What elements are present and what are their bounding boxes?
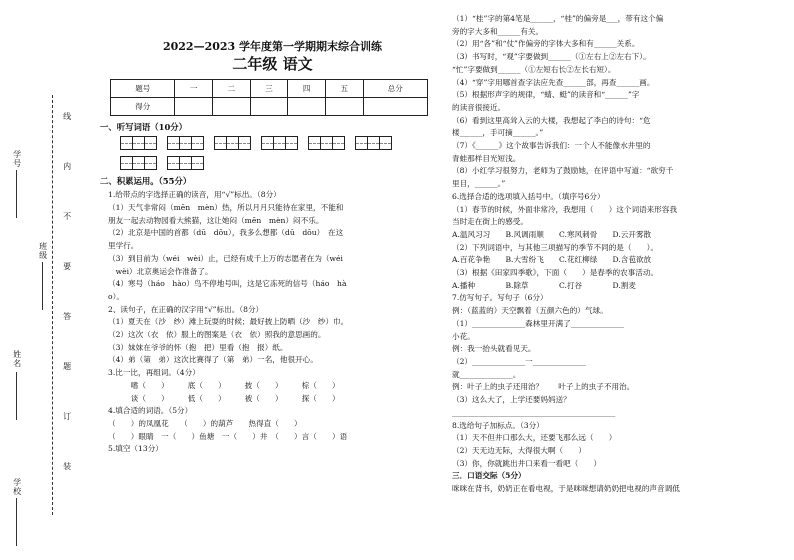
question-line: 1.给带点的字选择正确的读音，用“√”标出。（8分） bbox=[108, 190, 281, 200]
question-line: （4）寒号（háo hào）鸟不停地号叫，这是它冻死的信号（háo hà bbox=[108, 279, 347, 289]
score-header-cell: 一 bbox=[175, 80, 213, 98]
dictation-grid[interactable] bbox=[261, 136, 298, 150]
dictation-grid[interactable] bbox=[308, 136, 345, 150]
question-line: （2）天无边无际，大得很大啊（ ） bbox=[452, 445, 586, 455]
question-line: （1）______________森林里开满了______________ bbox=[452, 318, 624, 328]
school-label: 学校 bbox=[12, 478, 22, 496]
question-line: （1）天气非常闷（mēn mèn）热，所以月月只能待在家里，不能和 bbox=[108, 203, 344, 213]
seal-char: 装 bbox=[62, 462, 72, 471]
seal-char: 题 bbox=[62, 362, 72, 371]
score-input-cell[interactable] bbox=[175, 98, 213, 116]
question-line: 3.比一比，再组词。（4分） bbox=[108, 368, 200, 378]
question-line: （6）看到这里高耸入云的大楼，我想起了李白的诗句：“危 bbox=[452, 115, 651, 125]
question-line: wèi）北京奥运会作准备了。 bbox=[108, 266, 213, 276]
score-header-cell: 题号 bbox=[111, 80, 175, 98]
question-line: “忙”字要做到______（①左短右长②左长右短）。 bbox=[452, 64, 616, 74]
question-line: 咪咪在背书，奶奶正在看电视，于是咪咪想请奶奶把电视的声音调低 bbox=[452, 484, 680, 494]
section-3-heading: 三．口语交际（5分） bbox=[452, 471, 526, 481]
question-line: （4）“穿”字用哪首查字法应先查______部，再查______画。 bbox=[452, 77, 655, 87]
student-id-line bbox=[16, 170, 17, 218]
question-line: （3）这么大了，上学还要妈妈送？ bbox=[452, 395, 571, 405]
question-line: 当时走在街上的感受。 bbox=[452, 217, 528, 227]
question-line: （2）用“各”和“仗”作偏旁的字体大多和有______关系。 bbox=[452, 39, 640, 49]
question-line: （3）妹妹在爷爷的怀（抱 把）里看（抱 报）纸。 bbox=[108, 342, 288, 352]
score-header-cell: 四 bbox=[288, 80, 326, 98]
section-2-heading: 二、积累运用。（55分） bbox=[100, 176, 192, 187]
question-line: （ ）的凤凰花 （ ）的葫芦 热得直（ ） bbox=[108, 419, 302, 428]
dictation-grid[interactable] bbox=[167, 136, 204, 150]
question-line: （7）《______》这个故事告诉我们：一个人不能像水井里的 bbox=[452, 141, 651, 151]
question-line: （1）天不但井口那么大，还要飞那么远（ ） bbox=[452, 433, 617, 443]
question-line: 青蛙那样目光短浅。 bbox=[452, 153, 521, 163]
question-line: 里目，______。” bbox=[452, 179, 506, 189]
question-line: 就______________。 bbox=[452, 369, 521, 379]
dictation-grid-area bbox=[120, 136, 420, 170]
seal-char: 线 bbox=[62, 112, 72, 121]
question-line: 5.填空（13分） bbox=[108, 444, 163, 454]
score-header-cell: 二 bbox=[213, 80, 251, 98]
question-line: （3）根据《田家四季歌》，下面（ ）是春季的农事活动。 bbox=[452, 268, 659, 278]
score-input-cell[interactable] bbox=[250, 98, 288, 116]
score-label-cell: 得分 bbox=[111, 98, 175, 116]
question-line: （3）到目前为（wéi wèi）止，已经有成千上万的志愿者在为（wéi bbox=[108, 253, 343, 263]
section-1-heading: 一、听写词语（10分） bbox=[100, 122, 188, 133]
right-column bbox=[450, 14, 780, 497]
question-line: 旁的字大多和______有关。 bbox=[452, 26, 544, 36]
question-line: 8.选给句子加标点。（3分） bbox=[452, 420, 544, 430]
question-line: 朋友一起去动物园看大熊猫，这让她闷（mēn mèn）闷不乐。 bbox=[108, 215, 324, 225]
left-column bbox=[100, 30, 445, 457]
question-line: A.百花争艳 B.大雪纷飞 C.花红柳绿 D.含苞欲放 bbox=[452, 255, 652, 265]
question-line: A.温风习习 B.风调雨顺 C.寒风刺骨 D.云开雾散 bbox=[452, 229, 652, 239]
question-line: （5）根据形声字的规律，“蜻、蜓”的读音和“______”字 bbox=[452, 90, 640, 100]
dictation-grid[interactable] bbox=[355, 136, 392, 150]
dictation-grid[interactable] bbox=[120, 156, 157, 170]
class-line bbox=[42, 262, 43, 310]
class-label: 班级 bbox=[38, 242, 48, 260]
question-line: （3）你，你就跳出井口来看一看吧（ ） bbox=[452, 458, 602, 468]
score-header-cell: 五 bbox=[325, 80, 363, 98]
question-line: （8）小红学习很努力，老师为了鼓励她，在评语中写道：“欲穷千 bbox=[452, 166, 674, 176]
question-line: 4.填合适的词语。（5分） bbox=[108, 406, 193, 416]
seal-char: 内 bbox=[62, 162, 72, 171]
question-line: （2）这次（衣 依）服上的图案是（衣 依）照我的意思画的。 bbox=[108, 330, 326, 340]
name-label: 姓名 bbox=[12, 350, 22, 368]
question-line: ___________________________________________ bbox=[452, 407, 616, 417]
school-line bbox=[16, 498, 17, 546]
section-2-body bbox=[100, 190, 445, 453]
question-line: 小花。 bbox=[452, 331, 475, 341]
question-line: 6.选择合适的选项填入括号中。（填序号6分） bbox=[452, 191, 605, 201]
question-line: 例：（蓝蓝的）天空飘着（五颜六色的）气球。 bbox=[452, 306, 608, 316]
seal-char: 订 bbox=[62, 412, 72, 421]
exam-subtitle: 二年级 语文 bbox=[232, 55, 313, 74]
score-table bbox=[110, 79, 428, 116]
score-input-cell[interactable] bbox=[288, 98, 326, 116]
question-line: （2）______________一______________ bbox=[452, 356, 586, 366]
question-line: 2、读句子，在正确的汉字用“√”标出。（8分） bbox=[108, 304, 264, 314]
seal-line bbox=[52, 95, 53, 515]
score-input-cell[interactable] bbox=[213, 98, 251, 116]
seal-char: 要 bbox=[62, 262, 72, 271]
question-line: （3）书写时，“观”字要做到______（①左右上②左右下）。 bbox=[452, 52, 651, 62]
student-id-label: 学号 bbox=[12, 150, 22, 168]
name-line bbox=[16, 372, 17, 420]
question-line: A.播种 B.除草 C.打谷 D.割麦 bbox=[452, 280, 636, 290]
question-line: 嗜（ ） 底（ ） 披（ ） 棕（ ） bbox=[108, 380, 340, 390]
question-line: （2）北京是中国的首都（dū dōu），我多么想都（dū dōu） 在这 bbox=[108, 228, 344, 238]
score-input-cell[interactable] bbox=[325, 98, 363, 116]
question-line: （1）春节的时候，外面非常冷，我想用（ ）这个词语来形容我 bbox=[452, 204, 678, 214]
question-line: 的读音很接近。 bbox=[452, 102, 506, 112]
question-line: 例：我一抬头就看见天。 bbox=[452, 344, 536, 354]
question-line: （1）夏天在（沙 纱）滩上玩耍的时候；最好披上防晒（沙 纱）巾。 bbox=[108, 317, 349, 327]
dictation-grid[interactable] bbox=[167, 156, 204, 170]
question-line: 例：叶子上的虫子还用治？ 叶子上的虫子不用治。 bbox=[452, 382, 635, 392]
seal-char: 不 bbox=[62, 212, 72, 221]
dictation-grid[interactable] bbox=[214, 136, 251, 150]
seal-char: 答 bbox=[62, 312, 72, 321]
dictation-grid[interactable] bbox=[120, 136, 157, 150]
score-header-cell: 总分 bbox=[363, 80, 427, 98]
question-line: （2）下列词语中，与其他三项描写的季节不同的是（ ）。 bbox=[452, 242, 659, 252]
binding-strip bbox=[0, 0, 92, 560]
question-line: 7.仿写句子。写句子（6分） bbox=[452, 293, 548, 303]
exam-title: 2022—2023 学年度第一学期期末综合训练 bbox=[162, 40, 383, 53]
question-line: 里学行。 bbox=[108, 241, 139, 251]
question-line: （1）“桂”字的第4笔是______，“桂”的偏旁是___，带有这个偏 bbox=[452, 14, 664, 23]
score-input-cell[interactable] bbox=[363, 98, 427, 116]
question-line: 楼______，手可摘______。” bbox=[452, 128, 544, 138]
question-line: （4）弟（第 弟）这次比赛得了（第 弟）一名，他很开心。 bbox=[108, 355, 318, 365]
question-line: （ ）眼睛 一（ ）鱼塘 一（ ）井 （ ）言（ ）语 bbox=[108, 431, 348, 441]
score-header-cell: 三 bbox=[250, 80, 288, 98]
question-line: 谈（ ） 低（ ） 被（ ） 探（ ） bbox=[108, 393, 340, 403]
question-line: o）。 bbox=[108, 291, 124, 301]
